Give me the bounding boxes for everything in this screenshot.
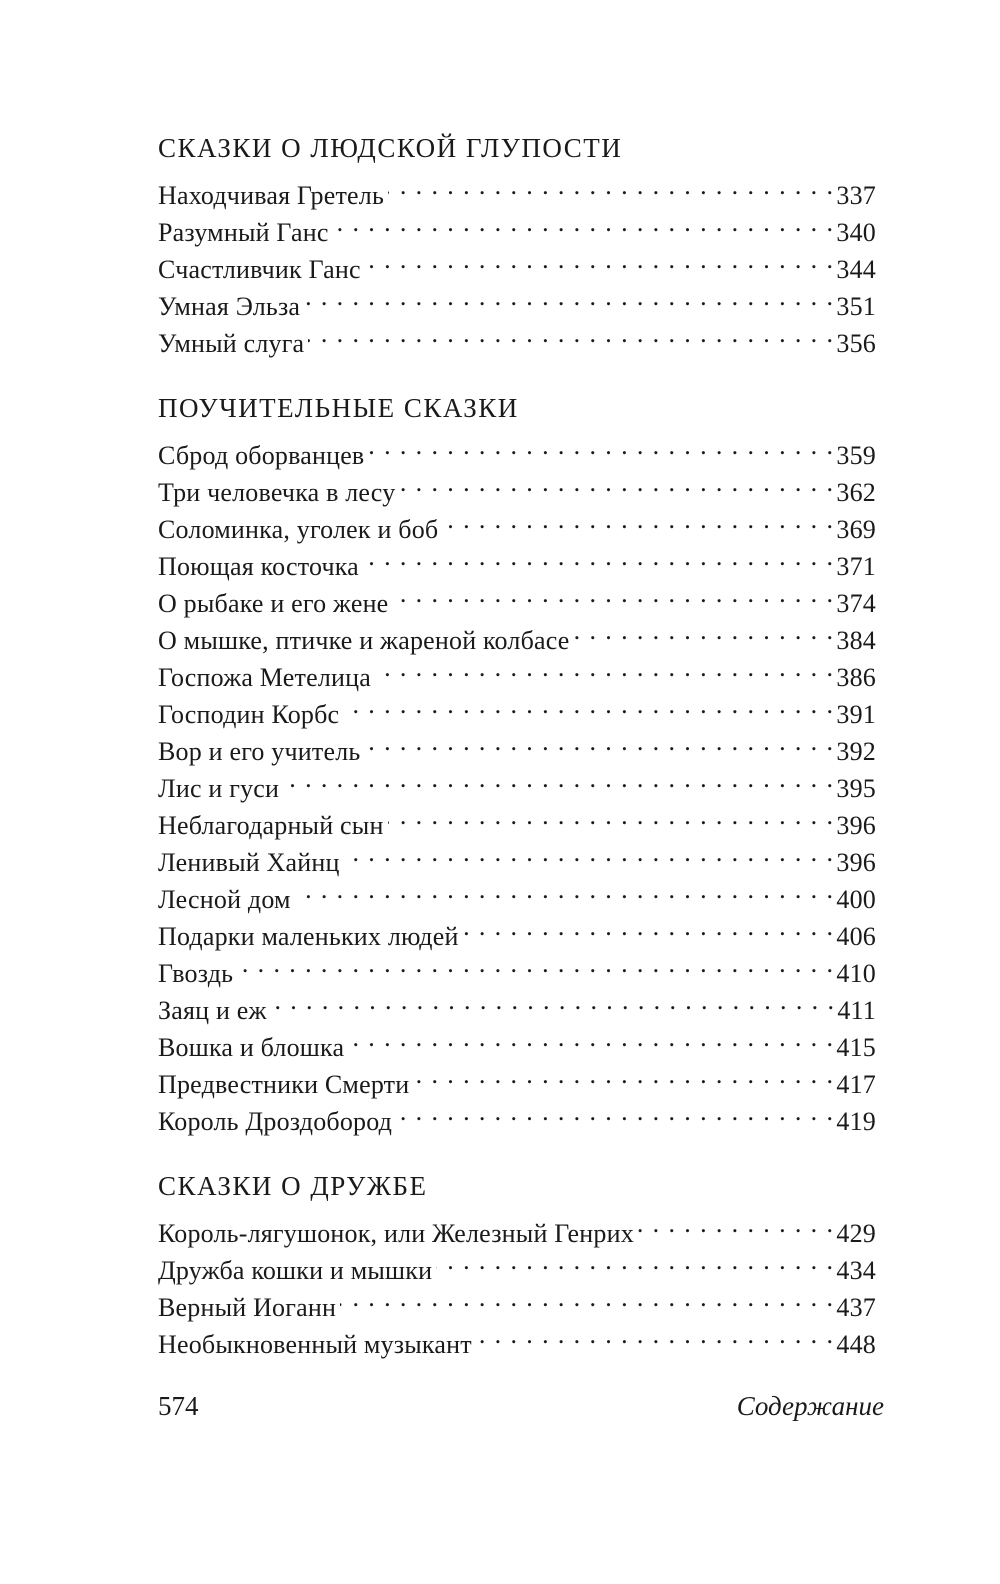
running-title: Содержание: [736, 1391, 884, 1421]
toc-entry-page: 415: [836, 1033, 876, 1062]
dot-leader: [399, 464, 834, 501]
dot-leader: [442, 501, 834, 538]
dot-leader: [463, 908, 835, 945]
toc-entry-page: 340: [836, 218, 876, 247]
dot-leader: [295, 871, 835, 908]
dot-leader: [396, 1093, 834, 1130]
page-number: 574: [158, 1391, 199, 1421]
toc-entry-title: Заяц и еж: [158, 996, 267, 1025]
toc-entry-title: Лис и гуси: [158, 774, 280, 803]
toc-entry-page: 386: [836, 663, 876, 692]
toc-entry-title: Ленивый Хайнц: [158, 848, 340, 877]
toc-section: [158, 130, 876, 358]
dot-leader: [271, 982, 836, 1019]
toc-entry-title: Разумный Ганс: [158, 218, 329, 247]
dot-leader: [348, 1019, 834, 1056]
dot-leader: [304, 278, 834, 315]
toc-entry-page: 384: [836, 626, 876, 655]
toc-entry-page: 362: [836, 478, 876, 507]
toc-entry-title: Подарки маленьких людей: [158, 922, 459, 951]
toc-entry-page: 337: [836, 181, 876, 210]
dot-leader: [413, 1056, 834, 1093]
toc-entry[interactable]: [158, 427, 876, 470]
toc-entry-title: Соломинка, уголек и боб: [158, 515, 439, 544]
dot-leader: [375, 649, 834, 686]
dot-leader: [638, 1205, 834, 1242]
toc-entry-title: О рыбаке и его жене: [158, 589, 389, 618]
toc-entry-title: Сброд оборванцев: [158, 441, 365, 470]
section-title: ПОУЧИТЕЛЬНЫЕ СКАЗКИ: [158, 393, 519, 423]
toc-entry-title: Вор и его учитель: [158, 737, 361, 766]
dot-leader: [237, 945, 834, 982]
dot-leader: [368, 427, 834, 464]
dot-leader: [333, 204, 835, 241]
toc-entry-title: Поющая косточка: [158, 552, 359, 581]
toc-entry-title: Король Дроздобород: [158, 1107, 393, 1136]
toc-entry-title: Король-лягушонок, или Железный Генрих: [158, 1219, 634, 1248]
toc-entry-title: Необыкновенный музыкант: [158, 1330, 472, 1359]
dot-leader: [388, 167, 834, 204]
toc-entry-title: Дружба кошки и мышки: [158, 1256, 433, 1285]
toc-entry-title: Верный Иоганн: [158, 1293, 337, 1322]
toc-section: [158, 390, 876, 1136]
toc-entry-page: 448: [836, 1330, 876, 1359]
toc-entry-title: Находчивая Гретель: [158, 181, 384, 210]
toc-entry[interactable]: [158, 945, 876, 988]
dot-leader: [363, 538, 834, 575]
toc-entry-title: Гвоздь: [158, 959, 234, 988]
toc-entry[interactable]: [158, 1205, 876, 1248]
toc-entry-page: 417: [836, 1070, 876, 1099]
section-title: СКАЗКИ О ЛЮДСКОЙ ГЛУПОСТИ: [158, 133, 623, 163]
toc-entry-title: Счастливчик Ганс: [158, 255, 361, 284]
toc-entry-title: Умная Эльза: [158, 292, 301, 321]
dot-leader: [364, 723, 834, 760]
toc-entry-page: 406: [836, 922, 876, 951]
toc-entry-page: 359: [836, 441, 876, 470]
dot-leader: [574, 612, 835, 649]
toc-entry-title: Неблагодарный сын: [158, 811, 384, 840]
toc-section: [158, 1168, 876, 1359]
dot-leader: [344, 834, 835, 871]
toc-entry-title: Лесной дом: [158, 885, 291, 914]
toc-entry-page: 429: [836, 1219, 876, 1248]
toc-entry-title: Господин Корбс: [158, 700, 340, 729]
toc-entry-page: 434: [836, 1256, 876, 1285]
dot-leader: [340, 1279, 834, 1316]
toc-entry-page: 437: [836, 1293, 876, 1322]
dot-leader: [392, 575, 834, 612]
toc-entry-title: Предвестники Смерти: [158, 1070, 410, 1099]
table-of-contents: [158, 130, 876, 1391]
dot-leader: [365, 241, 835, 278]
toc-entry[interactable]: [158, 167, 876, 210]
dot-leader: [308, 315, 834, 352]
section-title: СКАЗКИ О ДРУЖБЕ: [158, 1171, 428, 1201]
toc-entry-page: 392: [836, 737, 876, 766]
toc-entry-page: 369: [836, 515, 876, 544]
dot-leader: [388, 797, 835, 834]
dot-leader: [436, 1242, 834, 1279]
toc-entry-title: Вошка и блошка: [158, 1033, 345, 1062]
toc-entry-title: О мышке, птичке и жареной колбасе: [158, 626, 570, 655]
toc-entry-page: 419: [836, 1107, 876, 1136]
toc-entry-page: 391: [836, 700, 876, 729]
toc-entry-title: Три человечка в лесу: [158, 478, 396, 507]
dot-leader: [476, 1316, 835, 1353]
dot-leader: [343, 686, 834, 723]
toc-entry-title: Госпожа Метелица: [158, 663, 371, 692]
toc-entry-page: 351: [836, 292, 876, 321]
toc-entry-page: 356: [836, 329, 876, 358]
toc-entry-page: 395: [836, 774, 876, 803]
toc-entry-page: 410: [836, 959, 876, 988]
toc-entry-page: 344: [836, 255, 876, 284]
dot-leader: [283, 760, 834, 797]
toc-entry-page: 400: [836, 885, 876, 914]
toc-entry[interactable]: [158, 982, 876, 1025]
toc-entry-page: 371: [836, 552, 876, 581]
toc-entry-page: 396: [836, 848, 876, 877]
toc-entry-page: 411: [837, 996, 876, 1025]
toc-entry-page: 374: [836, 589, 876, 618]
toc-entry-page: 396: [836, 811, 876, 840]
toc-entry-title: Умный слуга: [158, 329, 305, 358]
